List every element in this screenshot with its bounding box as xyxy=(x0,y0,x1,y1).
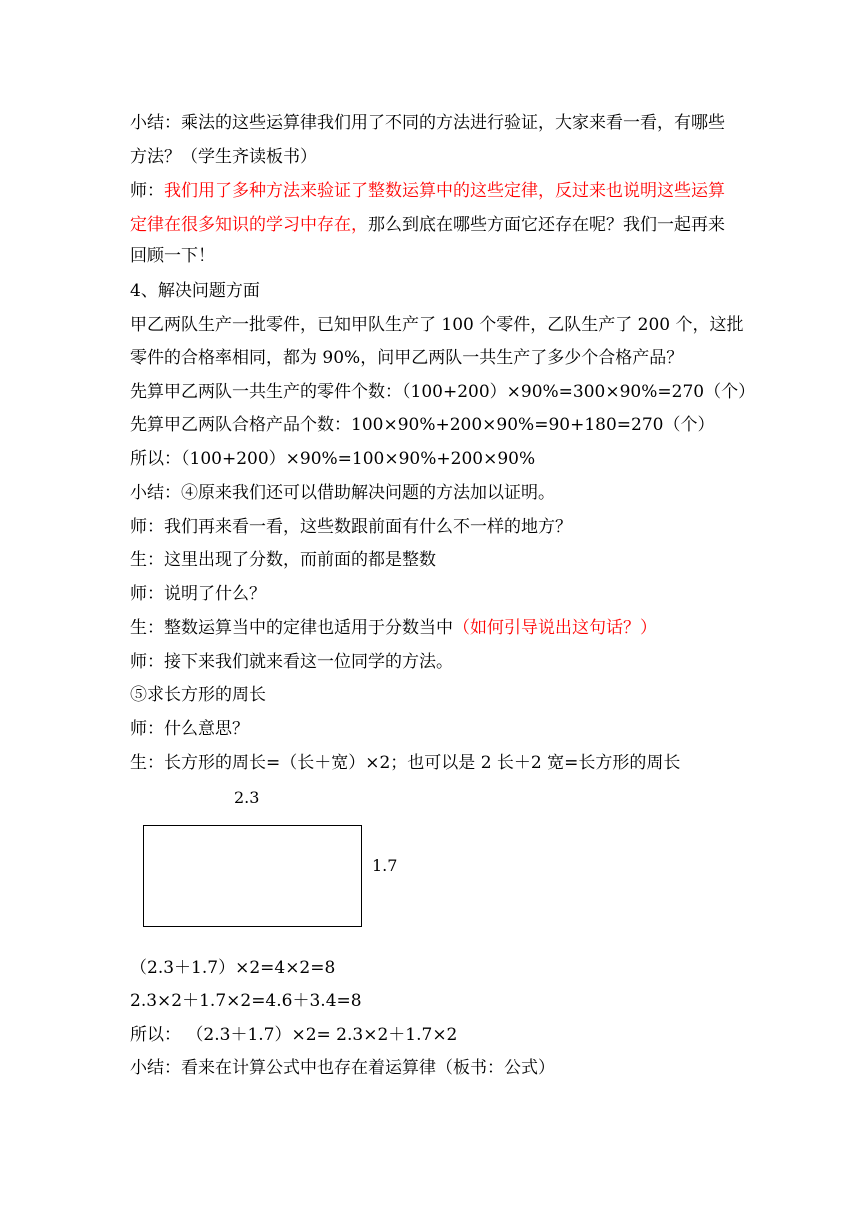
dialogue-line-6 xyxy=(130,718,750,740)
rectangle-width-label: 1.7 xyxy=(372,856,398,875)
text-run: 生：整数运算当中的定律也适用于分数当中 xyxy=(130,618,453,638)
speaker-label: 师： xyxy=(130,181,164,201)
text-run: 师：什么意思？ xyxy=(130,719,249,739)
subsection-heading xyxy=(130,684,750,706)
text-run: 零件的合格率相同，都为 90%，问甲乙两队一共生产了多少个合格产品？ xyxy=(130,348,684,368)
text-run: 先算甲乙两队一共生产的零件个数：（100+200）×90%=300×90%=270（个） xyxy=(130,382,756,402)
dialogue-line-1 xyxy=(130,516,750,538)
dialogue-line-3 xyxy=(130,583,750,605)
method-line-1 xyxy=(130,381,756,403)
text-run: 师：接下来我们就来看这一位同学的方法。 xyxy=(130,652,453,672)
text-run: 那么到底在哪些方面它还存在呢？我们一起再来 xyxy=(368,215,725,235)
problem-line-2 xyxy=(130,347,750,369)
rectangle-figure xyxy=(143,825,362,927)
highlighted-text: 我们用了多种方法来验证了整数运算中的这些定律，反过来也说明这些运算 xyxy=(164,181,725,201)
text-run: 小结：乘法的这些运算律我们用了不同的方法进行验证，大家来看一看，有哪些 xyxy=(130,113,725,133)
summary-line-3 xyxy=(130,482,750,504)
method-line-2 xyxy=(130,414,750,436)
calc-line-3 xyxy=(130,1024,750,1046)
teacher-line-2 xyxy=(130,214,750,236)
dialogue-line-5 xyxy=(130,651,750,673)
text-run: （2.3＋1.7）×2=4×2=8 xyxy=(130,958,336,978)
summary-line-2 xyxy=(130,146,750,168)
rectangle-length-label: 2.3 xyxy=(234,788,260,807)
summary-line-1 xyxy=(130,112,750,134)
summary-line-4 xyxy=(130,1057,750,1079)
text-run: 回顾一下！ xyxy=(130,246,215,266)
calc-line-1 xyxy=(130,957,750,979)
calc-line-2 xyxy=(130,990,750,1012)
dialogue-line-2 xyxy=(130,549,750,571)
text-run: 生：这里出现了分数，而前面的都是整数 xyxy=(130,550,436,570)
text-run: 生：长方形的周长=（长＋宽）×2；也可以是 2 长＋2 宽=长方形的周长 xyxy=(130,753,681,773)
highlighted-text: （如何引导说出这句话？） xyxy=(453,618,657,638)
text-run: 所以： （2.3＋1.7）×2= 2.3×2＋1.7×2 xyxy=(130,1025,458,1045)
text-run: 方法？（学生齐读板书） xyxy=(130,147,317,167)
text-run: 小结：④原来我们还可以借助解决问题的方法加以证明。 xyxy=(130,483,555,503)
text-run: 甲乙两队生产一批零件，已知甲队生产了 100 个零件，乙队生产了 200 个，这批 xyxy=(130,315,744,335)
teacher-line-1 xyxy=(130,180,750,202)
text-run: 2.3×2＋1.7×2=4.6＋3.4=8 xyxy=(130,991,362,1011)
text-run: 小结：看来在计算公式中也存在着运算律（板书：公式） xyxy=(130,1058,555,1078)
dialogue-line-4 xyxy=(130,617,750,639)
section-heading xyxy=(130,280,750,302)
conclusion-line xyxy=(130,448,750,470)
text-run: 师：我们再来看一看，这些数跟前面有什么不一样的地方？ xyxy=(130,517,572,537)
text-run: 先算甲乙两队合格产品个数：100×90%+200×90%=90+180=270（个） xyxy=(130,415,715,435)
problem-line-1 xyxy=(130,314,750,336)
highlighted-text: 定律在很多知识的学习中存在， xyxy=(130,215,368,235)
teacher-line-3 xyxy=(130,245,750,267)
text-run: 4、解决问题方面 xyxy=(130,281,260,301)
text-run: 所以：（100+200）×90%=100×90%+200×90% xyxy=(130,449,536,469)
text-run: ⑤求长方形的周长 xyxy=(130,685,266,705)
dialogue-line-7 xyxy=(130,752,750,774)
text-run: 师：说明了什么？ xyxy=(130,584,266,604)
